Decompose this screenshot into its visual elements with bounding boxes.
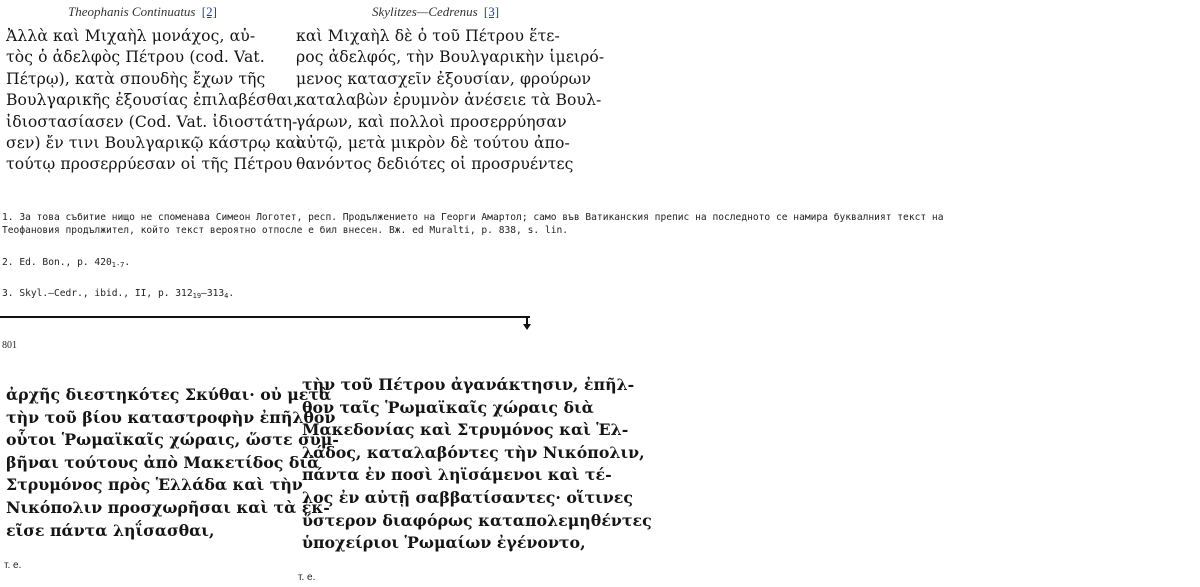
footnote-3-text: 3. Skyl.—Cedr., ibid., II, p. 312 (2, 288, 193, 299)
footnote-3-end: . (228, 288, 235, 299)
footnote-1-line-1: 1. За това събитие нищо не споменава Симеон Логотет, респ. Продължението на Георги Амартол; само във Ватиканския препис на последното се намира буквалният текст на (2, 212, 944, 223)
text-line: βῆναι τούτους ἀπὸ Μακετίδος διὰ (6, 452, 320, 472)
left-source-label: т. е. (4, 560, 22, 571)
text-line: τὸς ὁ ἀδελφὸς Πέτρου (cod. Vat. (6, 48, 265, 67)
text-line: ρος ἀδελφός, τὴν Βουλγαρικὴν ἱμειρό- (296, 48, 605, 67)
text-line: Πέτρῳ), κατὰ σπουδὴς ἔχων τῆς (6, 69, 266, 88)
text-line: θον ταῖς Ῥωμαϊκαῖς χώραις διὰ (302, 397, 594, 417)
text-line: σεν) ἔν τινι Βουλγαρικῷ κάστρῳ καὶ (6, 134, 303, 153)
top-right-greek-text (296, 26, 605, 176)
footnote-2-text: 2. Ed. Bon., p. 420 (2, 257, 112, 268)
text-line: καὶ Μιχαὴλ δὲ ὁ τοῦ Πέτρου ἕτε- (296, 27, 560, 45)
bottom-left-greek-text (6, 384, 339, 542)
right-source-label: т. е. (298, 572, 316, 583)
text-line: ὕστερον διαφόρως καταπολεμηθέντες (302, 510, 652, 530)
text-line: εῖσε πάντα ληΐσασθαι, (6, 520, 215, 540)
footnote-2 (2, 256, 130, 272)
left-column-ref-link[interactable]: [2] (201, 4, 217, 19)
footnote-2-sub: 1-7 (111, 261, 125, 269)
text-line: Βουλγαρικῆς ἐξουσίας ἐπιλαβέσθαι, (6, 91, 299, 110)
footnote-1-line-2: Теофановия продължител, който текст вероятно отпосле е бил внесен. Вж. ed Muralti, p. 838, s. lin. (2, 225, 569, 236)
right-column-ref-link[interactable]: [3] (483, 4, 500, 19)
bottom-right-greek-text (302, 374, 652, 555)
text-line: ἀρχῆς διεστηκότες Σκύθαι· οὐ μετὰ (6, 385, 332, 404)
text-line: τὴν τοῦ βίου καταστροφὴν ἐπῆλθον (6, 407, 336, 427)
page-number: 801 (2, 340, 17, 351)
text-line: Στρυμόνος πρὸς Ἑλλάδα καὶ τὴν (6, 475, 303, 495)
left-column-header (68, 4, 217, 20)
footnote-3-sub-1: 19 (192, 292, 202, 300)
text-line: λάδος, καταλαβόντες τὴν Νικόπολιν, (302, 442, 645, 462)
footnote-3 (2, 287, 234, 303)
text-line: οὗτοι Ῥωμαϊκαῖς χώραις, ὥστε συμ- (6, 430, 339, 450)
left-column-title: Theophanis Continuatus (68, 4, 196, 19)
down-arrow-icon (523, 324, 531, 330)
text-line: μενος κατασχεῖν ἐξουσίαν, φρούρων (296, 69, 592, 88)
footnote-3-sub-2: 4 (224, 292, 229, 300)
right-column-header (372, 4, 499, 20)
text-line: Νικόπολιν προσχωρῆσαι καὶ τὰ ἐκ- (6, 497, 330, 517)
footnote-2-end: . (124, 257, 131, 268)
right-column-title: Skylitzes—Cedrenus (372, 4, 478, 19)
text-line: γάρων, καὶ πολλοὶ προσερρύησαν (296, 112, 567, 131)
footnote-1 (2, 211, 943, 237)
text-line: ὑποχείριοι Ῥωμαίων ἐγένοντο, (302, 533, 586, 553)
text-line: θανόντος δεδιότες οἱ προσρυέντες (296, 155, 574, 174)
footnote-3-mid: —313 (201, 288, 225, 299)
text-line: λος ἐν αὐτῇ σαββατίσαντες· οἵτινες (302, 487, 633, 507)
text-line: Ἀλλὰ καὶ Μιχαὴλ μονάχος, αὐ- (6, 27, 256, 45)
section-divider (0, 316, 530, 318)
text-line: Μακεδονίας καὶ Στρυμόνος καὶ Ἑλ- (302, 420, 629, 440)
text-line: τὴν τοῦ Πέτρου ἀγανάκτησιν, ἐπῆλ- (302, 375, 635, 394)
text-line: καταλαβὼν ἐρυμνὸν ἀνέσειε τὰ Βουλ- (296, 91, 602, 110)
text-line: πάντα ἐν ποσὶ ληϊσάμενοι καὶ τέ- (302, 465, 612, 485)
top-left-greek-text (6, 26, 303, 176)
text-line: τούτῳ προσερρύεσαν οἱ τῆς Πέτρου (6, 155, 293, 174)
text-line: αὐτῷ, μετὰ μικρὸν δὲ τούτου ἀπο- (296, 134, 570, 153)
text-line: ἰδιοστασίασεν (Cod. Vat. ἰδιοστάτη- (6, 112, 298, 131)
